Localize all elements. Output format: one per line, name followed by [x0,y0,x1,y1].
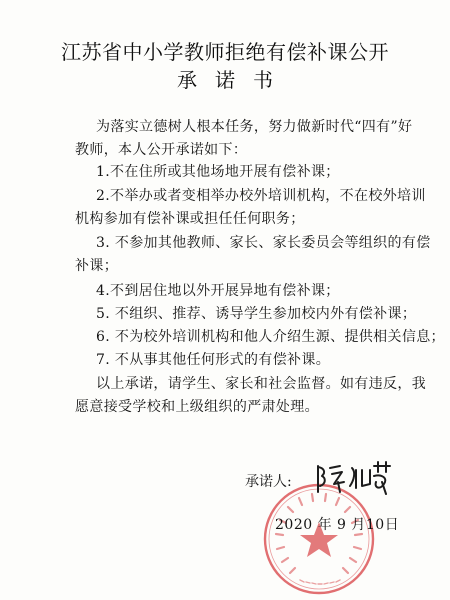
intro-line-1: 为落实立德树人根本任务，努力做新时代“四有”好 [96,119,413,135]
commitment-date: 2020 年 9 月10日 [275,517,400,533]
commitment-item-7: 7. 不从事其他任何形式的有偿补课。 [96,352,331,368]
intro-line-2: 教师，本人公开承诺如下： [75,142,248,158]
document-title: 江苏省中小学教师拒绝有偿补课公开 [61,40,389,64]
commitment-item-2-line-1: 2.不举办或者变相举办校外培训机构，不在校外培训 [96,188,426,204]
commitment-item-4: 4.不到居住地以外开展异地有偿补课； [96,283,340,299]
commitment-item-6: 6. 不为校外培训机构和他人介绍生源、提供相关信息； [96,329,445,345]
commitment-item-1: 1.不在住所或其他场地开展有偿补课； [96,164,340,180]
document-subtitle: 承诺书 [177,68,291,92]
closing-line-1: 以上承诺，请学生、家长和社会监督。如有违反，我 [96,376,427,392]
commitment-item-3-line-2: 补课； [75,258,119,274]
handwritten-signature [312,458,392,498]
closing-line-2: 愿意接受学校和上级组织的严肃处理。 [75,399,319,415]
commitment-item-2-line-2: 机构参加有偿补课或担任任何职务； [75,211,305,227]
commitment-item-3-line-1: 3. 不参加其他教师、家长、家长委员会等组织的有偿 [96,235,431,251]
commitment-item-5: 5. 不组织、推荐、诱导学生参加校内外有偿补课； [96,306,417,322]
signer-label: 承诺人: [245,474,292,490]
